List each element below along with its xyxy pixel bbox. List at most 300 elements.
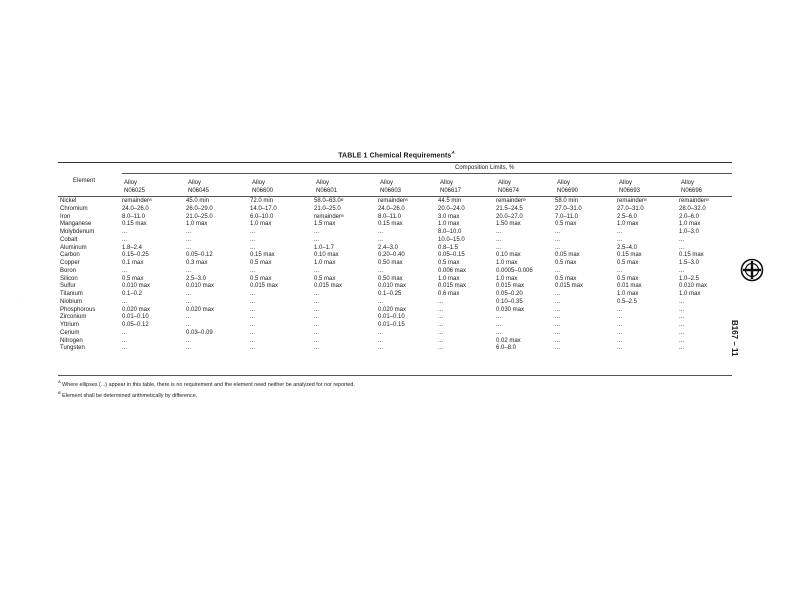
alloy-header [498, 179, 519, 195]
alloy-header-label: Alloy [188, 180, 202, 186]
composition-value: 1.8–2.4 [122, 244, 143, 251]
composition-value: 0.01–0.10 [122, 314, 149, 321]
composition-cell [378, 252, 438, 260]
composition-cell [438, 276, 496, 284]
composition-value: ... [250, 345, 256, 352]
composition-cell [555, 252, 617, 260]
element-name-cell: Zirconium [60, 314, 87, 321]
composition-cell [438, 330, 496, 338]
composition-value: ... [496, 244, 502, 251]
composition-cell [186, 221, 250, 229]
composition-cell [186, 314, 250, 322]
composition-cell [186, 291, 250, 299]
footnote-a-marker: A [58, 379, 61, 384]
composition-cell [186, 229, 250, 237]
composition-cell [617, 283, 679, 291]
composition-value: ... [617, 267, 623, 274]
table-footnotes [58, 378, 355, 400]
composition-value: 8.0–11.0 [122, 213, 145, 220]
composition-cell [378, 206, 438, 214]
composition-cell [438, 198, 496, 206]
composition-value: 0.5 max [555, 221, 577, 228]
composition-cell [378, 221, 438, 229]
composition-value: 20.0–27.0 [496, 213, 523, 220]
composition-cell [122, 252, 186, 260]
composition-value: ... [122, 329, 128, 336]
composition-cell [679, 322, 732, 330]
composition-value: 0.05–0.20 [496, 291, 523, 297]
composition-value: 0.006 max [438, 267, 467, 274]
composition-value: 28.0–32.0 [679, 205, 706, 212]
composition-cell [250, 229, 314, 237]
alloy-header [557, 179, 578, 195]
composition-header-rule [122, 173, 732, 174]
composition-value: ... [555, 314, 561, 321]
composition-cell [679, 291, 732, 299]
composition-cell [496, 206, 555, 214]
composition-value: 1.0 max [438, 275, 460, 282]
composition-cell [496, 229, 555, 237]
alloy-header [681, 179, 702, 195]
composition-cell [496, 307, 555, 315]
alloy-header-uns: N06696 [681, 188, 703, 194]
composition-value: 0.020 max [378, 306, 407, 313]
composition-value: 0.50 max [378, 275, 403, 282]
composition-cell [378, 229, 438, 237]
composition-cell [122, 245, 186, 253]
composition-value: ... [679, 244, 685, 251]
composition-value: 10.0–15.0 [438, 236, 465, 243]
composition-value: 0.5 max [250, 260, 272, 266]
footnote-a [58, 378, 355, 389]
composition-value: 1.0 max [496, 275, 518, 282]
composition-value: ... [314, 314, 320, 321]
composition-value: 0.1–0.2 [122, 291, 143, 297]
composition-value: ... [617, 329, 623, 336]
composition-cell [496, 291, 555, 299]
composition-cell [679, 221, 732, 229]
alloy-header-label: Alloy [498, 180, 512, 186]
composition-value: ... [122, 236, 128, 243]
composition-cell [314, 299, 378, 307]
table-row [58, 307, 732, 315]
composition-cell [314, 206, 378, 214]
composition-value: 8.0–11.0 [378, 213, 401, 220]
composition-cell [314, 307, 378, 315]
composition-value: 21.5–24.5 [496, 205, 523, 212]
composition-cell [378, 198, 438, 206]
composition-value: 1.0 max [438, 221, 460, 228]
composition-value: 8.0–10.0 [438, 229, 462, 235]
alloy-header-uns: N06045 [188, 188, 210, 194]
composition-cell [250, 260, 314, 268]
composition-value: ... [378, 229, 384, 235]
composition-cell [186, 245, 250, 253]
composition-value: 0.10–0.35 [496, 298, 523, 305]
composition-cell [186, 283, 250, 291]
composition-value: 0.05 max [555, 252, 580, 259]
composition-cell [250, 221, 314, 229]
composition-value: 2.5–4.0 [617, 244, 638, 251]
composition-cell [679, 276, 732, 284]
composition-value: 0.5 max [314, 275, 336, 282]
composition-value: 6.0–10.0 [250, 213, 274, 220]
footnote-marker: B [405, 197, 408, 202]
composition-value: ... [555, 267, 561, 274]
element-name-cell: Carbon [60, 252, 80, 259]
composition-cell [314, 221, 378, 229]
composition-cell [314, 276, 378, 284]
composition-cell [679, 229, 732, 237]
composition-cell [555, 322, 617, 330]
composition-cell [617, 338, 679, 346]
table-row [58, 252, 732, 260]
composition-value: ... [679, 345, 685, 352]
composition-value: remainder [122, 198, 150, 204]
composition-cell [378, 260, 438, 268]
composition-cell [186, 260, 250, 268]
footnote-a-text: Where ellipses (...) appear in this table, there is no requirement and the element need neither be analyzed for nor reported. [60, 381, 355, 388]
composition-value: 0.05–0.15 [438, 252, 465, 259]
composition-cell [314, 229, 378, 237]
footnote-marker: B [149, 197, 152, 202]
composition-value: 0.15 max [617, 252, 642, 259]
table-row [58, 338, 732, 346]
composition-cell [496, 299, 555, 307]
composition-value: ... [314, 322, 320, 328]
composition-cell [250, 198, 314, 206]
composition-value: 0.5 max [617, 275, 639, 282]
composition-value: 0.05–0.12 [122, 322, 149, 328]
composition-value: 0.03–0.09 [186, 329, 213, 336]
element-name-cell: Aluminum [60, 244, 87, 251]
composition-cell [122, 283, 186, 291]
composition-value: ... [438, 337, 444, 344]
composition-cell [679, 260, 732, 268]
composition-cell [496, 268, 555, 276]
composition-cell [496, 214, 555, 222]
composition-cell [122, 237, 186, 245]
composition-value: ... [555, 291, 561, 297]
composition-value: ... [122, 229, 128, 235]
composition-value: ... [496, 229, 502, 235]
composition-cell [378, 338, 438, 346]
composition-cell [186, 299, 250, 307]
composition-value: ... [679, 329, 685, 336]
composition-value: 7.0–11.0 [555, 213, 578, 220]
composition-cell [378, 214, 438, 222]
composition-cell [438, 345, 496, 353]
composition-value: 2.0–6.0 [679, 213, 700, 220]
composition-cell [438, 229, 496, 237]
composition-value: 3.0 max [438, 213, 460, 220]
alloy-header-label: Alloy [124, 180, 138, 186]
composition-cell [617, 307, 679, 315]
composition-cell [555, 198, 617, 206]
composition-value: ... [378, 236, 384, 243]
composition-value: ... [555, 306, 561, 313]
composition-cell [496, 283, 555, 291]
composition-value: ... [496, 236, 502, 243]
composition-cell [679, 314, 732, 322]
table-row [58, 214, 732, 222]
composition-cell [314, 291, 378, 299]
composition-cell [438, 245, 496, 253]
element-name-cell: Cobalt [60, 236, 78, 243]
composition-value: 2.5–6.0 [617, 213, 638, 220]
element-name-cell: Copper [60, 260, 80, 266]
composition-value: 0.15 max [378, 221, 403, 228]
composition-value: 0.010 max [186, 283, 215, 290]
table-row [58, 229, 732, 237]
composition-cell [679, 330, 732, 338]
element-name-cell: Sulfur [60, 283, 76, 290]
composition-cell [250, 314, 314, 322]
composition-cell [122, 206, 186, 214]
composition-value: 0.5 max [617, 260, 639, 266]
composition-cell [438, 338, 496, 346]
composition-cell [617, 214, 679, 222]
composition-value: 0.010 max [679, 283, 708, 290]
composition-value: ... [122, 345, 128, 352]
alloy-header [619, 179, 640, 195]
composition-value: 0.3 max [186, 260, 208, 266]
composition-value: ... [679, 267, 685, 274]
composition-value: 21.0–25.0 [314, 205, 341, 212]
composition-value: ... [314, 345, 320, 352]
composition-cell [314, 268, 378, 276]
composition-cell [496, 314, 555, 322]
composition-value: ... [555, 345, 561, 352]
composition-cell [314, 314, 378, 322]
composition-value: 58.0–63.0 [314, 198, 341, 204]
composition-cell [122, 229, 186, 237]
table-row [58, 345, 732, 353]
alloy-header-uns: N06690 [557, 188, 579, 194]
standard-designation: B167 – 11 [730, 320, 739, 357]
footnote-marker: B [340, 197, 344, 202]
composition-cell [378, 245, 438, 253]
alloy-header-uns: N06600 [252, 188, 274, 194]
composition-value: ... [617, 345, 623, 352]
composition-cell [496, 221, 555, 229]
composition-value: ... [186, 322, 192, 328]
composition-value: 21.0–25.0 [186, 213, 213, 220]
composition-value: ... [679, 298, 685, 305]
composition-cell [555, 214, 617, 222]
composition-cell [250, 330, 314, 338]
composition-value: 0.010 max [122, 283, 151, 290]
composition-value: ... [496, 322, 502, 328]
composition-value: 0.15 max [250, 252, 275, 259]
composition-cell [250, 252, 314, 260]
composition-cell [122, 322, 186, 330]
footnote-marker: B [523, 197, 526, 202]
astm-logo-icon [740, 258, 764, 282]
composition-cell [555, 299, 617, 307]
alloy-header-uns: N06617 [440, 188, 462, 194]
composition-cell [314, 260, 378, 268]
composition-cell [438, 307, 496, 315]
composition-cell [496, 338, 555, 346]
composition-cell [617, 252, 679, 260]
composition-cell [250, 299, 314, 307]
composition-value: 1.0 max [617, 291, 639, 297]
composition-value: remainder [496, 198, 524, 204]
composition-cell [122, 314, 186, 322]
composition-value: ... [617, 236, 623, 243]
composition-cell [617, 237, 679, 245]
composition-value: 0.5 max [438, 260, 460, 266]
composition-value: 0.030 max [496, 306, 525, 313]
composition-cell [186, 268, 250, 276]
composition-cell [314, 198, 378, 206]
composition-cell [555, 245, 617, 253]
table-title-text: TABLE 1 Chemical Requirements [338, 152, 452, 160]
element-name-cell: Cerium [60, 329, 80, 336]
composition-cell [250, 268, 314, 276]
composition-value: ... [314, 329, 320, 336]
composition-value: 1.50 max [496, 221, 521, 228]
composition-cell [122, 291, 186, 299]
table-row [58, 314, 732, 322]
composition-value: ... [250, 337, 256, 344]
composition-cell [250, 338, 314, 346]
composition-value: ... [555, 329, 561, 336]
element-name-cell: Molybdenum [60, 229, 95, 235]
composition-cell [378, 291, 438, 299]
alloy-header [124, 179, 145, 195]
composition-value: 1.0 max [250, 221, 272, 228]
element-name-cell: Titanium [60, 291, 83, 297]
composition-value: ... [186, 244, 192, 251]
composition-cell [496, 252, 555, 260]
composition-cell [438, 291, 496, 299]
composition-cell [555, 314, 617, 322]
composition-value: ... [250, 314, 256, 321]
composition-cell [186, 330, 250, 338]
composition-value: 58.0 min [555, 198, 579, 204]
element-name-cell: Iron [60, 213, 71, 220]
alloy-header [188, 179, 209, 195]
composition-cell [679, 245, 732, 253]
composition-value: ... [378, 337, 384, 344]
composition-cell [679, 268, 732, 276]
composition-value: ... [186, 314, 192, 321]
element-name-cell: Manganese [60, 221, 92, 228]
composition-cell [617, 260, 679, 268]
composition-cell [314, 245, 378, 253]
composition-cell [250, 276, 314, 284]
composition-value: 26.0–29.0 [186, 205, 213, 212]
composition-cell [555, 268, 617, 276]
composition-cell [555, 283, 617, 291]
alloy-header [440, 179, 461, 195]
composition-value: 2.5–3.0 [186, 275, 207, 282]
composition-cell [122, 276, 186, 284]
composition-value: 44.5 min [438, 198, 462, 204]
table-row [58, 245, 732, 253]
composition-cell [122, 299, 186, 307]
table-row [58, 198, 732, 206]
composition-value: 0.020 max [122, 306, 151, 313]
composition-cell [378, 283, 438, 291]
composition-value: 0.50 max [378, 260, 403, 266]
composition-value: 1.0 max [617, 221, 639, 228]
composition-cell [186, 198, 250, 206]
element-name-cell: Nitrogen [60, 337, 83, 344]
composition-cell [617, 276, 679, 284]
composition-cell [438, 260, 496, 268]
composition-value: ... [250, 329, 256, 336]
composition-cell [617, 229, 679, 237]
composition-cell [250, 291, 314, 299]
composition-value: 27.0–31.0 [555, 205, 582, 212]
composition-value: ... [250, 298, 256, 305]
table-title [0, 150, 793, 159]
alloy-header-label: Alloy [681, 180, 695, 186]
table-row [58, 291, 732, 299]
composition-value: 24.0–26.0 [122, 205, 149, 212]
composition-cell [250, 345, 314, 353]
composition-cell [314, 345, 378, 353]
composition-value: 0.5 max [122, 275, 144, 282]
composition-cell [496, 237, 555, 245]
footnote-b-text: Element shall be determined arithmetically by difference. [60, 392, 198, 399]
element-name-cell: Boron [60, 267, 77, 274]
composition-value: 20.0–24.0 [438, 205, 465, 212]
composition-cell [122, 268, 186, 276]
composition-cell [555, 221, 617, 229]
alloy-header-uns: N06025 [124, 188, 146, 194]
composition-cell [438, 221, 496, 229]
footnote-b-marker: B [58, 389, 61, 395]
footnote-marker: B [706, 197, 709, 202]
composition-value: 0.015 max [555, 283, 584, 290]
table-header-bottom-rule [58, 196, 732, 197]
composition-value: ... [679, 306, 685, 313]
composition-value: 1.0 max [186, 221, 208, 228]
alloy-header-label: Alloy [557, 180, 571, 186]
composition-cell [617, 345, 679, 353]
composition-value: 6.0–8.0 [496, 345, 517, 352]
composition-value: ... [122, 298, 128, 305]
composition-value: ... [555, 337, 561, 344]
composition-cell [314, 214, 378, 222]
composition-value: ... [186, 345, 192, 352]
composition-cell [122, 221, 186, 229]
composition-cell [314, 252, 378, 260]
composition-value: 0.1 max [122, 260, 144, 266]
composition-value: 24.0–26.0 [378, 205, 405, 212]
composition-cell [438, 283, 496, 291]
composition-cell [186, 206, 250, 214]
composition-value: ... [250, 322, 256, 328]
composition-cell [122, 330, 186, 338]
alloy-header-uns: N06601 [316, 188, 338, 194]
composition-value: 1.5 max [314, 221, 336, 228]
composition-cell [378, 330, 438, 338]
composition-cell [679, 252, 732, 260]
composition-cell [250, 214, 314, 222]
composition-value: 0.05–0.12 [186, 252, 213, 259]
composition-cell [314, 322, 378, 330]
composition-value: 1.0 max [496, 260, 518, 266]
composition-value: ... [186, 267, 192, 274]
alloy-header-label: Alloy [252, 180, 266, 186]
composition-cell [314, 338, 378, 346]
composition-value: ... [496, 314, 502, 321]
